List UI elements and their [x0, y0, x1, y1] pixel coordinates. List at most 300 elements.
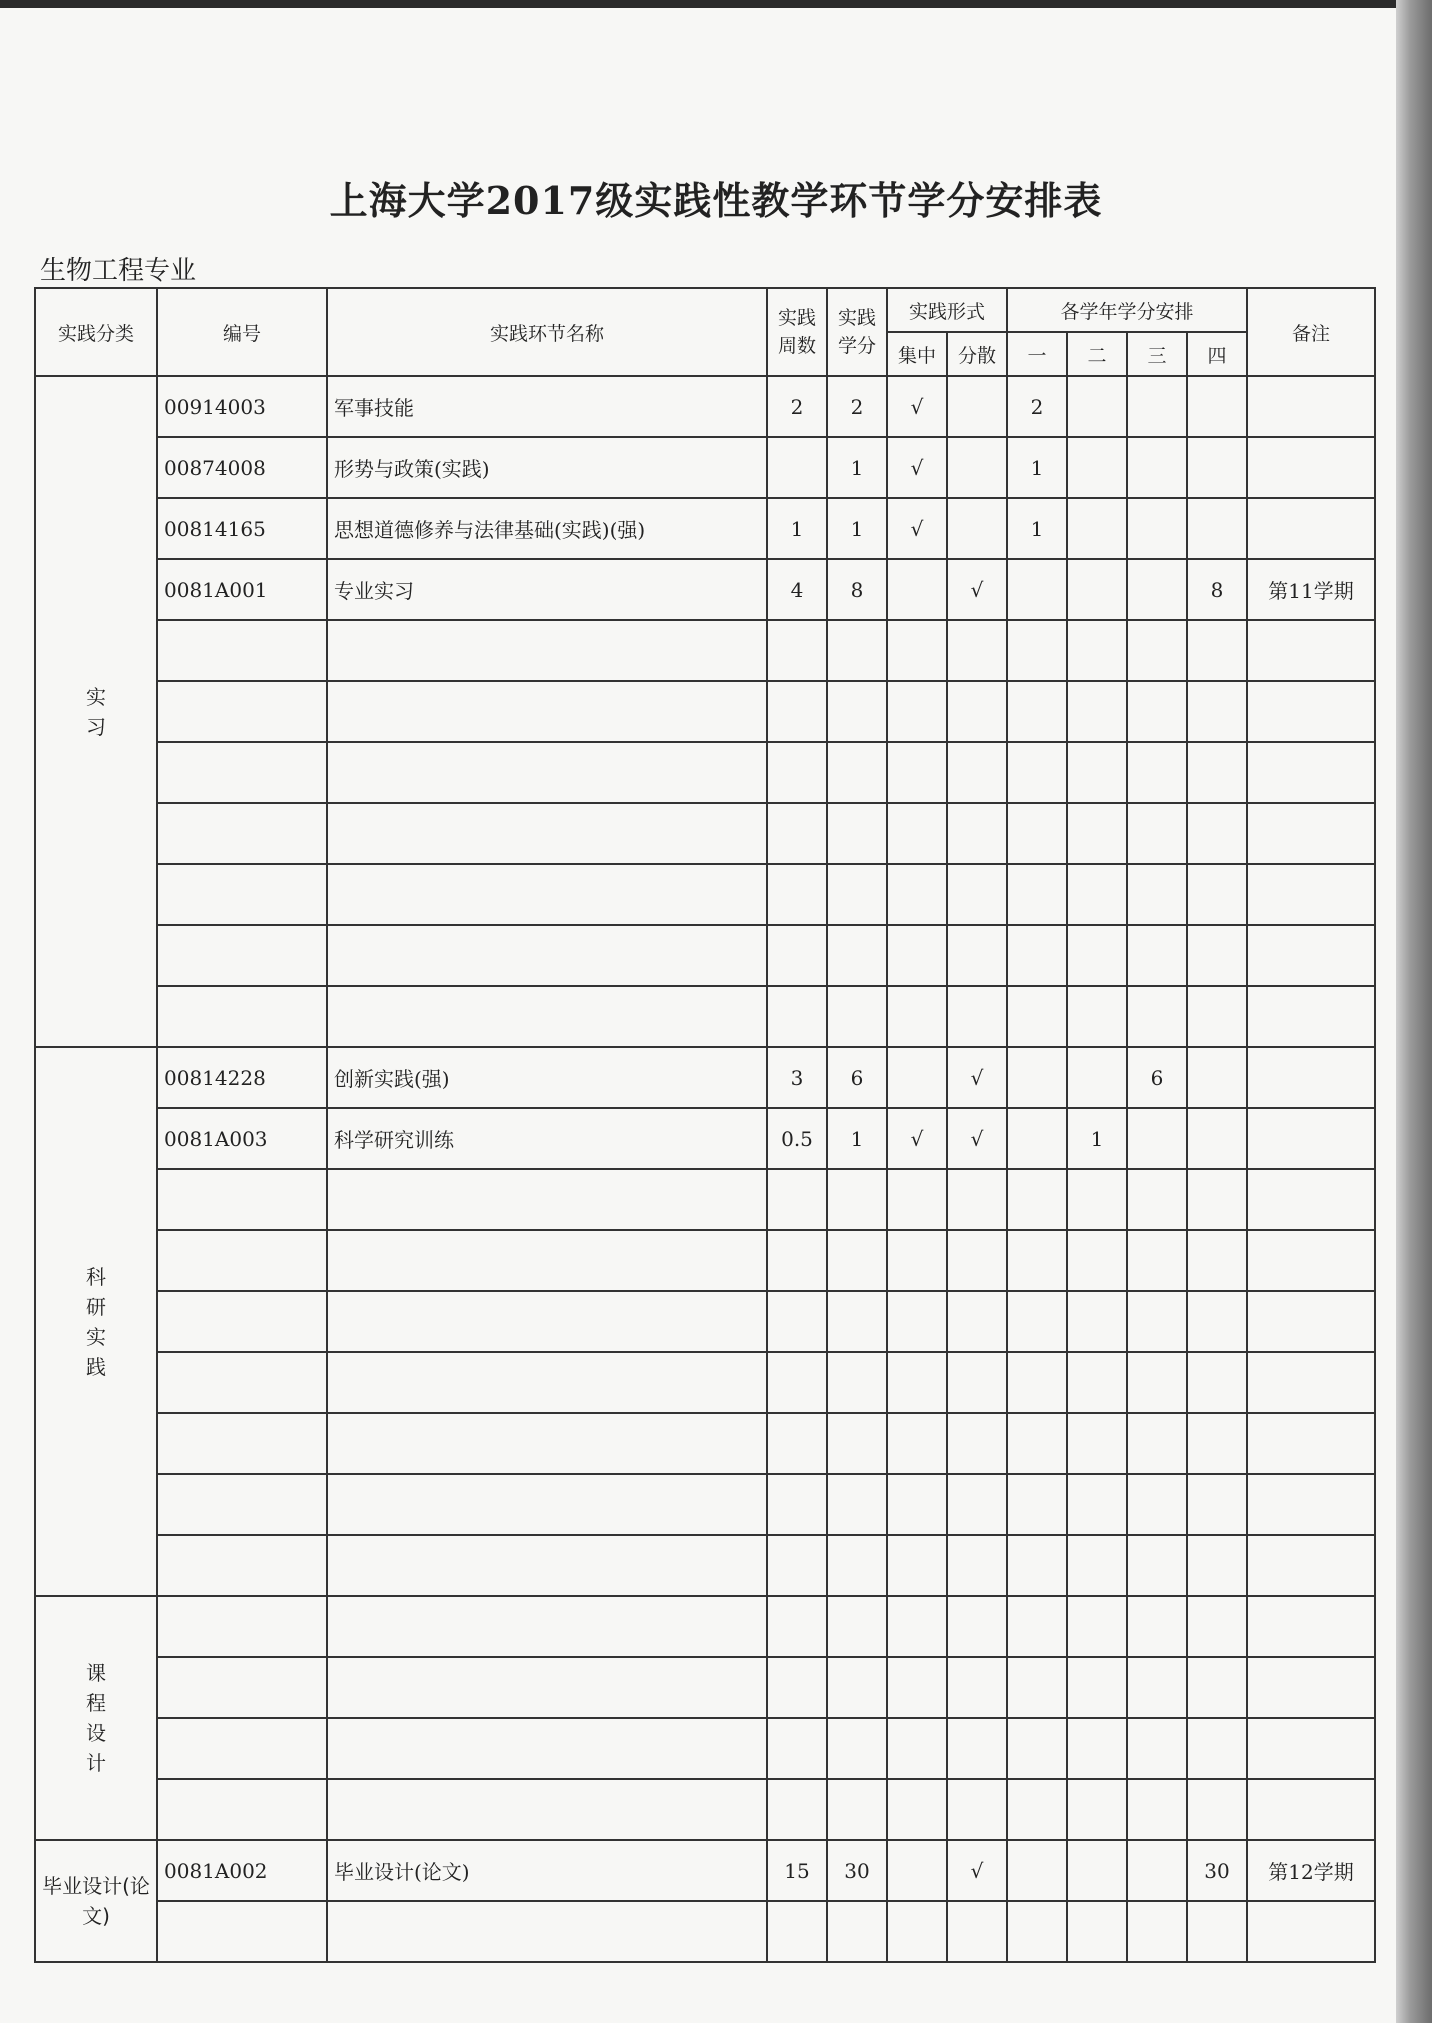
remark-cell — [1247, 1718, 1375, 1779]
year4-cell — [1187, 681, 1247, 742]
weeks-cell — [767, 925, 827, 986]
year3-cell — [1127, 1413, 1187, 1474]
concentrated-cell — [887, 559, 947, 620]
year1-cell — [1007, 1352, 1067, 1413]
concentrated-cell — [887, 1718, 947, 1779]
remark-cell — [1247, 1413, 1375, 1474]
scattered-cell — [947, 681, 1007, 742]
credits-cell — [827, 1779, 887, 1840]
code-cell — [157, 925, 327, 986]
credits-cell — [827, 1718, 887, 1779]
credits-cell: 1 — [827, 498, 887, 559]
table-row — [35, 376, 1375, 437]
name-cell — [327, 1230, 767, 1291]
year2-cell: 1 — [1067, 1108, 1127, 1169]
year3-cell — [1127, 498, 1187, 559]
year1-cell — [1007, 925, 1067, 986]
year4-cell — [1187, 1169, 1247, 1230]
year2-cell — [1067, 1474, 1127, 1535]
scattered-cell — [947, 376, 1007, 437]
year3-cell — [1127, 1901, 1187, 1962]
year3-cell — [1127, 986, 1187, 1047]
concentrated-cell — [887, 1535, 947, 1596]
year1-cell: 2 — [1007, 376, 1067, 437]
remark-cell — [1247, 803, 1375, 864]
year1-cell — [1007, 742, 1067, 803]
year1-cell — [1007, 1779, 1067, 1840]
concentrated-cell — [887, 1657, 947, 1718]
year4-cell: 8 — [1187, 559, 1247, 620]
remark-cell — [1247, 1108, 1375, 1169]
concentrated-cell: √ — [887, 1108, 947, 1169]
scattered-cell — [947, 437, 1007, 498]
weeks-cell — [767, 742, 827, 803]
credits-cell — [827, 925, 887, 986]
year4-cell — [1187, 1535, 1247, 1596]
table-row — [35, 803, 1375, 864]
year4-cell — [1187, 1657, 1247, 1718]
year3-cell — [1127, 559, 1187, 620]
year2-cell — [1067, 559, 1127, 620]
credits-cell — [827, 1291, 887, 1352]
category-label: 课程设计 — [86, 1661, 106, 1775]
weeks-cell — [767, 1596, 827, 1657]
remark-cell — [1247, 681, 1375, 742]
code-cell — [157, 1596, 327, 1657]
table-row — [35, 559, 1375, 620]
remark-cell — [1247, 1230, 1375, 1291]
year4-cell — [1187, 925, 1247, 986]
year4-cell — [1187, 1108, 1247, 1169]
year2-cell — [1067, 1047, 1127, 1108]
category-cell — [35, 1047, 157, 1596]
year4-cell — [1187, 986, 1247, 1047]
year2-cell — [1067, 1718, 1127, 1779]
year1-cell — [1007, 1230, 1067, 1291]
name-cell: 创新实践(强) — [327, 1047, 767, 1108]
header-year-2: 二 — [1067, 332, 1127, 376]
year3-cell — [1127, 1840, 1187, 1901]
name-cell — [327, 681, 767, 742]
header-code: 编号 — [157, 288, 327, 376]
table-row — [35, 620, 1375, 681]
year1-cell — [1007, 1901, 1067, 1962]
year2-cell — [1067, 1169, 1127, 1230]
concentrated-cell — [887, 1047, 947, 1108]
scattered-cell — [947, 742, 1007, 803]
code-cell — [157, 1291, 327, 1352]
name-cell: 形势与政策(实践) — [327, 437, 767, 498]
year1-cell — [1007, 1535, 1067, 1596]
header-form-scattered: 分散 — [947, 332, 1007, 376]
year3-cell — [1127, 1230, 1187, 1291]
name-cell: 思想道德修养与法律基础(实践)(强) — [327, 498, 767, 559]
name-cell — [327, 1413, 767, 1474]
name-cell — [327, 986, 767, 1047]
table-row — [35, 1718, 1375, 1779]
year3-cell — [1127, 1352, 1187, 1413]
year2-cell — [1067, 986, 1127, 1047]
year4-cell — [1187, 437, 1247, 498]
credits-cell: 6 — [827, 1047, 887, 1108]
header-name: 实践环节名称 — [327, 288, 767, 376]
year2-cell — [1067, 1535, 1127, 1596]
name-cell — [327, 1718, 767, 1779]
year3-cell — [1127, 620, 1187, 681]
year4-cell — [1187, 864, 1247, 925]
year4-cell — [1187, 1230, 1247, 1291]
name-cell: 军事技能 — [327, 376, 767, 437]
year3-cell — [1127, 1169, 1187, 1230]
year1-cell — [1007, 803, 1067, 864]
weeks-cell — [767, 1535, 827, 1596]
scattered-cell — [947, 1901, 1007, 1962]
code-cell: 0081A003 — [157, 1108, 327, 1169]
remark-cell — [1247, 742, 1375, 803]
year1-cell — [1007, 1840, 1067, 1901]
code-cell: 00814165 — [157, 498, 327, 559]
header-year-1: 一 — [1007, 332, 1067, 376]
code-cell: 0081A002 — [157, 1840, 327, 1901]
year2-cell — [1067, 620, 1127, 681]
table-row — [35, 925, 1375, 986]
year3-cell — [1127, 437, 1187, 498]
header-weeks: 实践周数 — [767, 288, 827, 376]
scattered-cell: √ — [947, 559, 1007, 620]
year4-cell — [1187, 742, 1247, 803]
scattered-cell — [947, 1657, 1007, 1718]
weeks-cell: 3 — [767, 1047, 827, 1108]
year1-cell — [1007, 681, 1067, 742]
name-cell — [327, 925, 767, 986]
remark-cell — [1247, 1169, 1375, 1230]
remark-cell — [1247, 925, 1375, 986]
name-cell — [327, 1779, 767, 1840]
header-row-1 — [35, 288, 1375, 332]
credits-cell — [827, 1352, 887, 1413]
header-year-3: 三 — [1127, 332, 1187, 376]
code-cell — [157, 803, 327, 864]
credit-table — [34, 287, 1376, 1963]
scattered-cell — [947, 1169, 1007, 1230]
code-cell — [157, 742, 327, 803]
category-cell — [35, 1840, 157, 1962]
year2-cell — [1067, 1901, 1127, 1962]
concentrated-cell — [887, 1352, 947, 1413]
table-row — [35, 1840, 1375, 1901]
year3-cell: 6 — [1127, 1047, 1187, 1108]
table-row — [35, 742, 1375, 803]
code-cell: 00914003 — [157, 376, 327, 437]
remark-cell: 第12学期 — [1247, 1840, 1375, 1901]
year4-cell — [1187, 1474, 1247, 1535]
credits-cell: 1 — [827, 437, 887, 498]
concentrated-cell — [887, 1901, 947, 1962]
category-cell — [35, 376, 157, 1047]
code-cell — [157, 1901, 327, 1962]
header-remark: 备注 — [1247, 288, 1375, 376]
name-cell: 科学研究训练 — [327, 1108, 767, 1169]
credits-cell — [827, 1657, 887, 1718]
remark-cell — [1247, 1047, 1375, 1108]
year1-cell: 1 — [1007, 498, 1067, 559]
scattered-cell: √ — [947, 1047, 1007, 1108]
scattered-cell — [947, 1291, 1007, 1352]
year1-cell — [1007, 1657, 1067, 1718]
name-cell — [327, 1657, 767, 1718]
year4-cell — [1187, 803, 1247, 864]
weeks-cell: 1 — [767, 498, 827, 559]
concentrated-cell — [887, 620, 947, 681]
year2-cell — [1067, 376, 1127, 437]
header-form-concentrated: 集中 — [887, 332, 947, 376]
year3-cell — [1127, 1779, 1187, 1840]
year3-cell — [1127, 1596, 1187, 1657]
credits-cell: 30 — [827, 1840, 887, 1901]
table-row — [35, 1657, 1375, 1718]
year3-cell — [1127, 1474, 1187, 1535]
remark-cell: 第11学期 — [1247, 559, 1375, 620]
year3-cell — [1127, 864, 1187, 925]
year3-cell — [1127, 1108, 1187, 1169]
weeks-cell — [767, 1718, 827, 1779]
credits-cell — [827, 681, 887, 742]
weeks-cell — [767, 1474, 827, 1535]
concentrated-cell — [887, 1413, 947, 1474]
name-cell — [327, 803, 767, 864]
concentrated-cell — [887, 1169, 947, 1230]
year1-cell — [1007, 1169, 1067, 1230]
year2-cell — [1067, 437, 1127, 498]
name-cell — [327, 1535, 767, 1596]
weeks-cell — [767, 1291, 827, 1352]
remark-cell — [1247, 620, 1375, 681]
weeks-cell: 4 — [767, 559, 827, 620]
year1-cell — [1007, 986, 1067, 1047]
header-credits: 实践学分 — [827, 288, 887, 376]
table-row — [35, 1291, 1375, 1352]
page-title: 上海大学2017级实践性教学环节学分安排表 — [329, 178, 1103, 223]
year4-cell — [1187, 376, 1247, 437]
header-category: 实践分类 — [35, 288, 157, 376]
year3-cell — [1127, 1535, 1187, 1596]
year3-cell — [1127, 925, 1187, 986]
credits-cell — [827, 986, 887, 1047]
weeks-cell — [767, 1230, 827, 1291]
code-cell — [157, 1535, 327, 1596]
table-row — [35, 1901, 1375, 1962]
category-label: 毕业设计(论文) — [42, 1874, 150, 1928]
weeks-cell — [767, 1779, 827, 1840]
remark-cell — [1247, 1596, 1375, 1657]
credits-cell — [827, 1169, 887, 1230]
scan-right-edge — [1396, 0, 1432, 2023]
weeks-cell — [767, 1901, 827, 1962]
code-cell — [157, 1657, 327, 1718]
code-cell — [157, 1169, 327, 1230]
year4-cell — [1187, 1291, 1247, 1352]
name-cell — [327, 1474, 767, 1535]
table-row — [35, 1230, 1375, 1291]
concentrated-cell — [887, 1596, 947, 1657]
credits-cell: 8 — [827, 559, 887, 620]
year1-cell — [1007, 559, 1067, 620]
concentrated-cell — [887, 864, 947, 925]
code-cell — [157, 864, 327, 925]
name-cell — [327, 742, 767, 803]
weeks-cell — [767, 1657, 827, 1718]
year4-cell — [1187, 498, 1247, 559]
name-cell — [327, 620, 767, 681]
year2-cell — [1067, 1230, 1127, 1291]
year4-cell — [1187, 1352, 1247, 1413]
concentrated-cell: √ — [887, 437, 947, 498]
year2-cell — [1067, 1840, 1127, 1901]
name-cell — [327, 1901, 767, 1962]
year1-cell — [1007, 1718, 1067, 1779]
concentrated-cell: √ — [887, 498, 947, 559]
year3-cell — [1127, 376, 1187, 437]
code-cell — [157, 1230, 327, 1291]
year1-cell — [1007, 620, 1067, 681]
year1-cell — [1007, 1108, 1067, 1169]
table-body — [35, 376, 1375, 1962]
year4-cell — [1187, 1718, 1247, 1779]
credits-cell — [827, 742, 887, 803]
year3-cell — [1127, 742, 1187, 803]
remark-cell — [1247, 1779, 1375, 1840]
name-cell: 专业实习 — [327, 559, 767, 620]
scattered-cell — [947, 1413, 1007, 1474]
weeks-cell — [767, 986, 827, 1047]
remark-cell — [1247, 498, 1375, 559]
concentrated-cell — [887, 1291, 947, 1352]
table-row — [35, 1047, 1375, 1108]
scattered-cell — [947, 1474, 1007, 1535]
table-row — [35, 1535, 1375, 1596]
year2-cell — [1067, 681, 1127, 742]
year4-cell — [1187, 1901, 1247, 1962]
remark-cell — [1247, 376, 1375, 437]
weeks-cell — [767, 864, 827, 925]
scattered-cell — [947, 498, 1007, 559]
concentrated-cell — [887, 803, 947, 864]
table-row — [35, 1474, 1375, 1535]
scattered-cell — [947, 1779, 1007, 1840]
concentrated-cell — [887, 1230, 947, 1291]
year1-cell — [1007, 1291, 1067, 1352]
concentrated-cell — [887, 986, 947, 1047]
table-row — [35, 986, 1375, 1047]
concentrated-cell: √ — [887, 376, 947, 437]
year2-cell — [1067, 1657, 1127, 1718]
code-cell — [157, 986, 327, 1047]
major-label: 生物工程专业 — [40, 256, 197, 286]
code-cell: 00874008 — [157, 437, 327, 498]
credits-cell — [827, 1901, 887, 1962]
weeks-cell: 0.5 — [767, 1108, 827, 1169]
year1-cell: 1 — [1007, 437, 1067, 498]
credits-cell: 2 — [827, 376, 887, 437]
table-row — [35, 1352, 1375, 1413]
category-cell — [35, 1596, 157, 1840]
year2-cell — [1067, 498, 1127, 559]
remark-cell — [1247, 986, 1375, 1047]
scattered-cell — [947, 986, 1007, 1047]
credits-cell — [827, 620, 887, 681]
weeks-cell — [767, 1413, 827, 1474]
scan-top-edge — [0, 0, 1432, 8]
table-row — [35, 864, 1375, 925]
scattered-cell — [947, 864, 1007, 925]
concentrated-cell — [887, 925, 947, 986]
code-cell — [157, 1413, 327, 1474]
table-row — [35, 681, 1375, 742]
table-row — [35, 1596, 1375, 1657]
category-label: 实习 — [86, 684, 106, 739]
year4-cell — [1187, 1779, 1247, 1840]
concentrated-cell — [887, 1840, 947, 1901]
table-row — [35, 1108, 1375, 1169]
scattered-cell: √ — [947, 1840, 1007, 1901]
header-years: 各学年学分安排 — [1007, 288, 1247, 332]
remark-cell — [1247, 1535, 1375, 1596]
concentrated-cell — [887, 681, 947, 742]
scattered-cell — [947, 1352, 1007, 1413]
remark-cell — [1247, 1474, 1375, 1535]
year1-cell — [1007, 1413, 1067, 1474]
remark-cell — [1247, 1657, 1375, 1718]
year1-cell — [1007, 864, 1067, 925]
scattered-cell — [947, 1230, 1007, 1291]
credits-cell — [827, 1230, 887, 1291]
year1-cell — [1007, 1047, 1067, 1108]
year4-cell — [1187, 1596, 1247, 1657]
scattered-cell: √ — [947, 1108, 1007, 1169]
year2-cell — [1067, 1352, 1127, 1413]
year2-cell — [1067, 1413, 1127, 1474]
table-row — [35, 498, 1375, 559]
scattered-cell — [947, 1718, 1007, 1779]
code-cell: 00814228 — [157, 1047, 327, 1108]
concentrated-cell — [887, 742, 947, 803]
year2-cell — [1067, 864, 1127, 925]
year3-cell — [1127, 1718, 1187, 1779]
name-cell: 毕业设计(论文) — [327, 1840, 767, 1901]
header-year-4: 四 — [1187, 332, 1247, 376]
year2-cell — [1067, 803, 1127, 864]
weeks-cell — [767, 1169, 827, 1230]
year4-cell — [1187, 1413, 1247, 1474]
code-cell — [157, 681, 327, 742]
year4-cell — [1187, 1047, 1247, 1108]
weeks-cell: 15 — [767, 1840, 827, 1901]
category-label: 科研实践 — [86, 1264, 106, 1379]
year3-cell — [1127, 1657, 1187, 1718]
code-cell — [157, 620, 327, 681]
table-row — [35, 437, 1375, 498]
year1-cell — [1007, 1474, 1067, 1535]
code-cell — [157, 1718, 327, 1779]
name-cell — [327, 1169, 767, 1230]
remark-cell — [1247, 1291, 1375, 1352]
remark-cell — [1247, 1352, 1375, 1413]
scattered-cell — [947, 925, 1007, 986]
code-cell — [157, 1352, 327, 1413]
weeks-cell: 2 — [767, 376, 827, 437]
name-cell — [327, 1596, 767, 1657]
credits-cell — [827, 803, 887, 864]
